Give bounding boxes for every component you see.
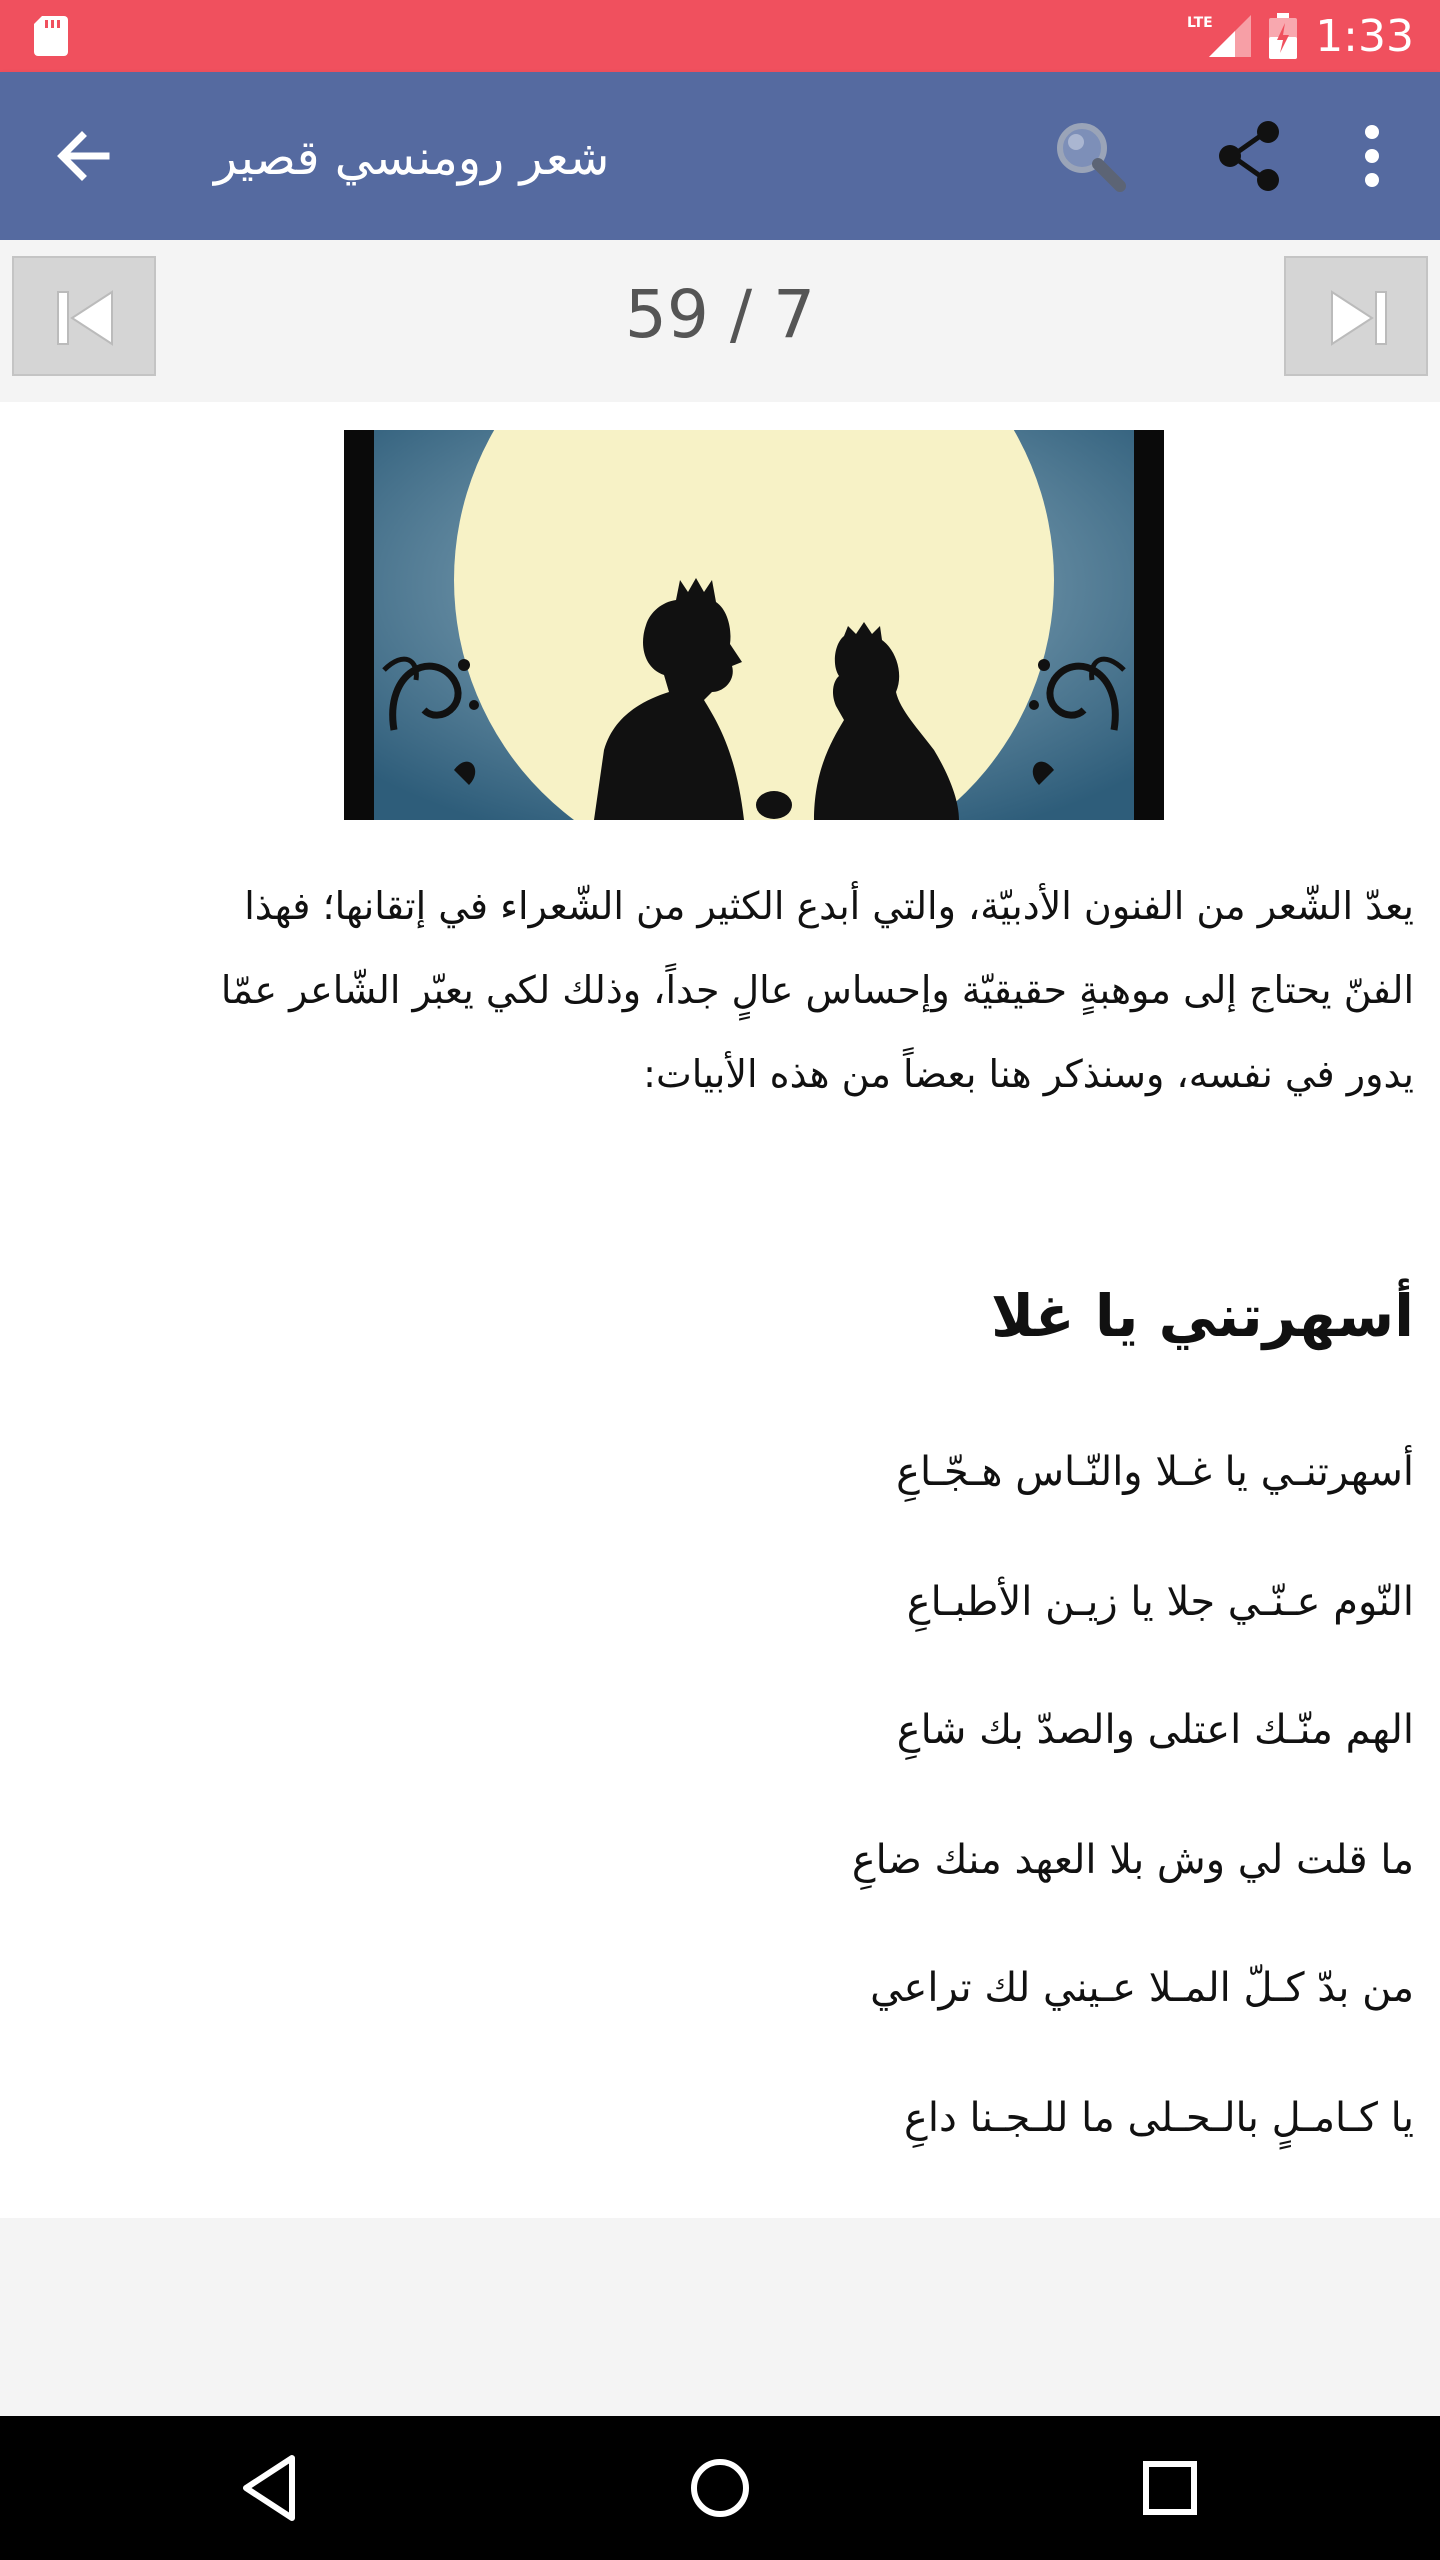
- nav-recents-icon[interactable]: [1130, 2448, 1210, 2528]
- poem-verse: يا كـامـلٍ بالـحـلى ما للـجـنا داعِ: [904, 2095, 1414, 2141]
- intro-line: يعدّ الشّعر من الفنون الأدبيّة، والتي أبدع الكثير من الشّعراء في إتقانها؛ فهذا: [244, 884, 1414, 928]
- search-icon[interactable]: [1050, 116, 1130, 196]
- intro-paragraph: [94, 864, 1414, 1116]
- signal-lte-icon: [1187, 13, 1251, 59]
- couple-silhouette-illustration: [344, 430, 1164, 820]
- sd-card-icon: [34, 16, 70, 56]
- page-navigator: [0, 240, 1440, 402]
- back-arrow-icon[interactable]: [46, 118, 122, 194]
- poem-verse: أسهرتنـي يا غـلا والنّـاس هـجّـاعِ: [896, 1449, 1414, 1495]
- content-footer-space: [0, 2218, 1440, 2416]
- article-content: [0, 402, 1440, 2218]
- page-counter: 59 / 7: [624, 276, 816, 353]
- previous-page-button[interactable]: [12, 256, 156, 376]
- poem-verse: الهم منّـك اعتلى والصدّ بك شاعِ: [896, 1707, 1414, 1753]
- status-time: 1:33: [1315, 10, 1414, 62]
- skip-previous-icon: [54, 286, 118, 350]
- more-options-icon[interactable]: [1348, 118, 1396, 194]
- status-bar: [0, 0, 1440, 72]
- system-navigation-bar: [0, 2416, 1440, 2560]
- skip-next-icon: [1326, 286, 1390, 350]
- intro-line: يدور في نفسه، وسنذكر هنا بعضاً من هذه الأبيات:: [643, 1052, 1414, 1096]
- poem-verse: ما قلت لي وش بلا العهد منك ضاعِ: [851, 1837, 1414, 1883]
- next-page-button[interactable]: [1284, 256, 1428, 376]
- intro-line: الفنّ يحتاج إلى موهبةٍ حقيقيّة وإحساس عالٍ جداً، وذلك لكي يعبّر الشّاعر عمّا: [220, 968, 1414, 1012]
- network-type: LTE: [1187, 15, 1213, 31]
- nav-back-icon[interactable]: [232, 2448, 312, 2528]
- app-bar: [0, 72, 1440, 240]
- page-title: شعر رومنسي قصير: [214, 130, 610, 186]
- article-image: [344, 430, 1164, 820]
- poem-verse: النّوم عـنّـي جلا يا زيـن الأطبـاعِ: [906, 1579, 1414, 1625]
- share-icon[interactable]: [1212, 118, 1288, 194]
- battery-icon: [1269, 13, 1297, 59]
- poem-title: أسهرتني يا غلا: [990, 1282, 1414, 1350]
- poem-verse: من بدّ كـلّ المـلا عـيني لك تراعي: [870, 1965, 1414, 2011]
- nav-home-icon[interactable]: [680, 2448, 760, 2528]
